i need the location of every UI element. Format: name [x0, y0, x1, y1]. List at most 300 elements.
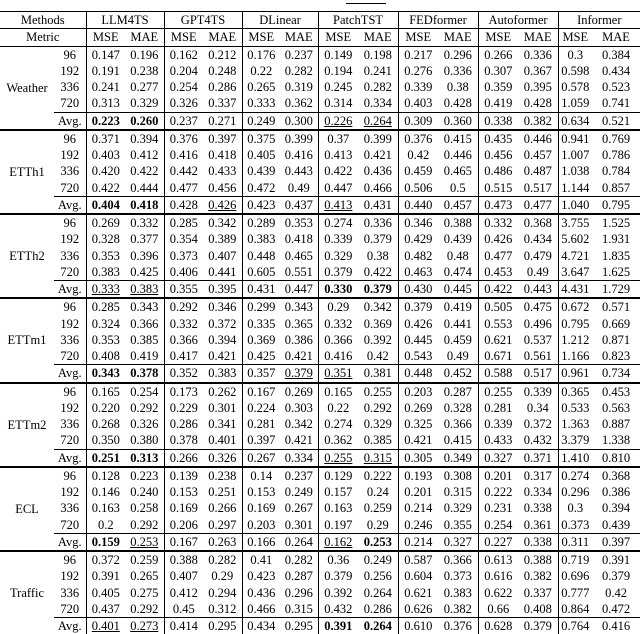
value-cell: 0.332: [125, 214, 164, 231]
value-cell: 0.447: [280, 281, 318, 299]
value-cell: 0.269: [280, 383, 318, 400]
value-cell: 0.359: [478, 79, 518, 95]
value-cell: 0.66: [478, 601, 518, 618]
value-cell: 0.517: [518, 365, 558, 383]
value-cell: 0.466: [358, 180, 398, 197]
value-cell: 0.453: [592, 383, 640, 400]
value-cell: 0.237: [164, 112, 203, 130]
value-cell: 0.220: [86, 400, 125, 416]
value-cell: 0.414: [164, 618, 203, 634]
value-cell: 0.435: [478, 130, 518, 147]
table-row: [0, 180, 640, 197]
value-cell: 0.296: [280, 585, 318, 601]
value-cell: 0.443: [518, 281, 558, 299]
value-cell: 0.428: [164, 196, 203, 214]
value-cell: 0.263: [203, 533, 242, 551]
value-cell: 0.864: [558, 601, 592, 618]
value-cell: 0.341: [203, 416, 242, 432]
value-cell: 0.274: [318, 416, 358, 432]
horizon-cell: 96: [54, 130, 86, 147]
value-cell: 0.372: [518, 416, 558, 432]
horizon-cell: Avg.: [54, 196, 86, 214]
value-cell: 0.506: [398, 180, 438, 197]
value-cell: 1.931: [592, 231, 640, 247]
table-row: [0, 585, 640, 601]
table-row: [0, 416, 640, 432]
mae-header: MAE: [358, 29, 398, 46]
value-cell: 0.412: [164, 585, 203, 601]
value-cell: 0.285: [164, 214, 203, 231]
value-cell: 0.289: [242, 214, 280, 231]
value-cell: 0.475: [518, 298, 558, 315]
value-cell: 0.426: [478, 231, 518, 247]
value-cell: 0.262: [203, 383, 242, 400]
value-cell: 0.376: [398, 130, 438, 147]
value-cell: 0.436: [242, 585, 280, 601]
value-cell: 0.286: [203, 79, 242, 95]
value-cell: 0.329: [358, 416, 398, 432]
value-cell: 0.459: [398, 163, 438, 179]
value-cell: 0.441: [438, 316, 478, 332]
value-cell: 0.162: [318, 533, 358, 551]
value-cell: 1.040: [558, 196, 592, 214]
table-row: [0, 214, 640, 231]
value-cell: 0.265: [242, 79, 280, 95]
value-cell: 0.203: [398, 383, 438, 400]
value-cell: 0.338: [518, 500, 558, 516]
value-cell: 0.434: [518, 231, 558, 247]
value-cell: 0.379: [318, 264, 358, 281]
value-cell: 0.426: [398, 316, 438, 332]
value-cell: 0.472: [242, 180, 280, 197]
value-cell: 0.422: [318, 163, 358, 179]
value-cell: 0.621: [478, 332, 518, 348]
value-cell: 0.329: [438, 500, 478, 516]
value-cell: 0.421: [280, 432, 318, 449]
value-cell: 0.419: [478, 95, 518, 112]
value-cell: 0.313: [125, 449, 164, 467]
value-cell: 0.422: [125, 163, 164, 179]
value-cell: 0.355: [164, 281, 203, 299]
value-cell: 0.238: [125, 63, 164, 79]
value-cell: 0.38: [358, 248, 398, 264]
value-cell: 0.719: [558, 551, 592, 568]
value-cell: 0.282: [280, 551, 318, 568]
value-cell: 0.198: [358, 46, 398, 63]
value-cell: 0.823: [592, 348, 640, 365]
table-row: [0, 400, 640, 416]
value-cell: 0.139: [164, 467, 203, 484]
horizon-cell: Avg.: [54, 112, 86, 130]
value-cell: 0.305: [398, 449, 438, 467]
value-cell: 0.324: [86, 316, 125, 332]
value-cell: 0.251: [203, 484, 242, 500]
value-cell: 0.159: [86, 533, 125, 551]
value-cell: 0.405: [86, 585, 125, 601]
mae-header: MAE: [125, 29, 164, 46]
dataset-label: ECL: [0, 467, 54, 551]
value-cell: 0.295: [203, 618, 242, 634]
value-cell: 0.403: [86, 147, 125, 163]
value-cell: 1.038: [558, 163, 592, 179]
value-cell: 0.473: [478, 196, 518, 214]
value-cell: 0.734: [592, 365, 640, 383]
value-cell: 0.266: [203, 500, 242, 516]
value-cell: 0.421: [203, 348, 242, 365]
value-cell: 0.315: [358, 449, 398, 467]
value-cell: 0.941: [558, 130, 592, 147]
value-cell: 0.42: [358, 348, 398, 365]
value-cell: 0.41: [242, 551, 280, 568]
value-cell: 0.222: [358, 467, 398, 484]
value-cell: 0.406: [164, 264, 203, 281]
value-cell: 0.167: [242, 383, 280, 400]
value-cell: 0.382: [518, 568, 558, 584]
value-cell: 0.49: [280, 180, 318, 197]
value-cell: 0.194: [318, 63, 358, 79]
value-cell: 0.444: [125, 180, 164, 197]
value-cell: 0.350: [86, 432, 125, 449]
value-cell: 0.380: [125, 432, 164, 449]
value-cell: 0.196: [125, 46, 164, 63]
value-cell: 0.397: [203, 130, 242, 147]
value-cell: 0.353: [86, 248, 125, 264]
value-cell: 0.669: [592, 316, 640, 332]
value-cell: 0.388: [438, 214, 478, 231]
value-cell: 0.366: [125, 316, 164, 332]
value-cell: 0.271: [203, 112, 242, 130]
value-cell: 0.452: [438, 365, 478, 383]
value-cell: 0.367: [518, 63, 558, 79]
value-cell: 0.365: [280, 316, 318, 332]
value-cell: 0.147: [86, 46, 125, 63]
methods-label: Methods: [0, 12, 86, 29]
value-cell: 0.379: [358, 231, 398, 247]
value-cell: 0.384: [592, 46, 640, 63]
value-cell: 0.157: [318, 484, 358, 500]
value-cell: 0.249: [280, 484, 318, 500]
metric-row: [0, 29, 640, 46]
value-cell: 0.241: [358, 63, 398, 79]
value-cell: 0.397: [592, 533, 640, 551]
horizon-cell: 192: [54, 316, 86, 332]
value-cell: 0.453: [478, 264, 518, 281]
value-cell: 0.403: [398, 95, 438, 112]
model-header-autoformer: Autoformer: [478, 12, 558, 29]
value-cell: 0.420: [86, 163, 125, 179]
results-table: [0, 11, 640, 634]
value-cell: 0.254: [164, 79, 203, 95]
value-cell: 0.382: [518, 112, 558, 130]
value-cell: 0.515: [478, 180, 518, 197]
value-cell: 0.346: [203, 298, 242, 315]
value-cell: 0.282: [203, 551, 242, 568]
value-cell: 0.282: [358, 79, 398, 95]
value-cell: 0.426: [203, 196, 242, 214]
value-cell: 0.3: [558, 500, 592, 516]
value-cell: 0.343: [125, 298, 164, 315]
value-cell: 0.588: [478, 365, 518, 383]
value-cell: 0.285: [86, 298, 125, 315]
value-cell: 0.346: [398, 214, 438, 231]
value-cell: 0.389: [203, 231, 242, 247]
value-cell: 0.563: [592, 400, 640, 416]
value-cell: 0.425: [242, 348, 280, 365]
value-cell: 0.173: [164, 383, 203, 400]
value-cell: 0.419: [125, 348, 164, 365]
value-cell: 0.312: [203, 601, 242, 618]
value-cell: 0.336: [358, 214, 398, 231]
table-row: [0, 383, 640, 400]
value-cell: 0.255: [478, 383, 518, 400]
value-cell: 0.533: [558, 400, 592, 416]
value-cell: 0.961: [558, 365, 592, 383]
value-cell: 0.315: [438, 484, 478, 500]
table-row: [0, 63, 640, 79]
value-cell: 0.442: [164, 163, 203, 179]
value-cell: 0.333: [86, 281, 125, 299]
value-cell: 0.385: [358, 432, 398, 449]
value-cell: 0.372: [86, 551, 125, 568]
value-cell: 0.457: [438, 196, 478, 214]
value-cell: 0.3: [558, 46, 592, 63]
value-cell: 0.286: [358, 601, 398, 618]
value-cell: 0.339: [478, 416, 518, 432]
value-cell: 0.229: [164, 400, 203, 416]
value-cell: 0.342: [358, 298, 398, 315]
caption-underline: [346, 0, 386, 4]
horizon-cell: 96: [54, 551, 86, 568]
value-cell: 0.165: [318, 383, 358, 400]
value-cell: 0.36: [318, 551, 358, 568]
value-cell: 0.328: [86, 231, 125, 247]
value-cell: 0.457: [518, 147, 558, 163]
value-cell: 0.395: [203, 281, 242, 299]
value-cell: 0.245: [318, 79, 358, 95]
value-cell: 0.429: [398, 231, 438, 247]
value-cell: 0.368: [518, 214, 558, 231]
value-cell: 0.14: [242, 467, 280, 484]
value-cell: 0.571: [592, 298, 640, 315]
value-cell: 0.421: [358, 147, 398, 163]
value-cell: 0.428: [518, 95, 558, 112]
value-cell: 0.48: [438, 248, 478, 264]
value-cell: 0.434: [242, 618, 280, 634]
value-cell: 0.769: [592, 130, 640, 147]
value-cell: 0.477: [164, 180, 203, 197]
header-row: [0, 12, 640, 29]
value-cell: 0.212: [203, 46, 242, 63]
table-row: [0, 281, 640, 299]
value-cell: 0.217: [398, 46, 438, 63]
value-cell: 0.334: [518, 484, 558, 500]
value-cell: 0.352: [164, 365, 203, 383]
value-cell: 0.376: [164, 130, 203, 147]
value-cell: 0.287: [438, 383, 478, 400]
value-cell: 0.394: [203, 332, 242, 348]
value-cell: 0.396: [125, 248, 164, 264]
caption-remnant: [0, 0, 640, 10]
value-cell: 4.431: [558, 281, 592, 299]
metric-label: Metric: [0, 29, 86, 46]
value-cell: 0.386: [280, 332, 318, 348]
table-row: [0, 365, 640, 383]
value-cell: 0.319: [280, 79, 318, 95]
value-cell: 0.241: [86, 79, 125, 95]
model-header-fedformer: FEDformer: [398, 12, 478, 29]
value-cell: 0.421: [280, 348, 318, 365]
value-cell: 0.741: [592, 95, 640, 112]
table-row: [0, 484, 640, 500]
value-cell: 0.434: [592, 63, 640, 79]
value-cell: 0.784: [592, 163, 640, 179]
horizon-cell: 192: [54, 63, 86, 79]
value-cell: 0.169: [242, 500, 280, 516]
value-cell: 0.330: [318, 281, 358, 299]
horizon-cell: 96: [54, 467, 86, 484]
value-cell: 0.418: [203, 147, 242, 163]
value-cell: 0.337: [518, 585, 558, 601]
value-cell: 0.446: [438, 147, 478, 163]
value-cell: 0.416: [280, 147, 318, 163]
value-cell: 0.295: [280, 618, 318, 634]
value-cell: 0.354: [164, 231, 203, 247]
table-row: [0, 196, 640, 214]
value-cell: 0.613: [478, 551, 518, 568]
value-cell: 0.437: [280, 196, 318, 214]
horizon-cell: 336: [54, 163, 86, 179]
value-cell: 1.625: [592, 264, 640, 281]
value-cell: 0.254: [125, 383, 164, 400]
value-cell: 0.418: [125, 196, 164, 214]
value-cell: 0.412: [125, 147, 164, 163]
value-cell: 0.415: [438, 432, 478, 449]
value-cell: 0.391: [318, 618, 358, 634]
value-cell: 0.486: [478, 163, 518, 179]
value-cell: 0.29: [203, 568, 242, 584]
table-row: [0, 568, 640, 584]
horizon-cell: 192: [54, 568, 86, 584]
value-cell: 3.647: [558, 264, 592, 281]
table-row: [0, 95, 640, 112]
value-cell: 0.357: [242, 365, 280, 383]
dataset-label: ETTm1: [0, 298, 54, 382]
horizon-cell: Avg.: [54, 618, 86, 634]
value-cell: 0.392: [358, 332, 398, 348]
horizon-cell: 192: [54, 231, 86, 247]
mae-header: MAE: [518, 29, 558, 46]
value-cell: 0.314: [318, 95, 358, 112]
value-cell: 0.634: [558, 112, 592, 130]
value-cell: 3.379: [558, 432, 592, 449]
horizon-cell: 336: [54, 79, 86, 95]
value-cell: 0.22: [318, 400, 358, 416]
value-cell: 0.496: [518, 316, 558, 332]
value-cell: 0.477: [478, 248, 518, 264]
value-cell: 0.432: [518, 432, 558, 449]
value-cell: 0.382: [438, 601, 478, 618]
value-cell: 0.671: [478, 348, 518, 365]
value-cell: 0.343: [280, 298, 318, 315]
value-cell: 0.362: [318, 432, 358, 449]
value-cell: 0.335: [242, 316, 280, 332]
table-row: [0, 517, 640, 534]
value-cell: 4.721: [558, 248, 592, 264]
value-cell: 0.301: [203, 400, 242, 416]
value-cell: 0.332: [164, 316, 203, 332]
mse-header: MSE: [318, 29, 358, 46]
value-cell: 0.369: [358, 316, 398, 332]
value-cell: 0.2: [86, 517, 125, 534]
value-cell: 0.887: [592, 416, 640, 432]
value-cell: 0.386: [592, 484, 640, 500]
value-cell: 0.672: [558, 298, 592, 315]
value-cell: 0.407: [203, 248, 242, 264]
value-cell: 0.292: [125, 517, 164, 534]
value-cell: 0.265: [125, 568, 164, 584]
value-cell: 0.286: [164, 416, 203, 432]
horizon-cell: Avg.: [54, 533, 86, 551]
value-cell: 0.153: [164, 484, 203, 500]
value-cell: 0.287: [280, 568, 318, 584]
value-cell: 0.333: [242, 95, 280, 112]
value-cell: 0.362: [280, 95, 318, 112]
value-cell: 0.268: [86, 416, 125, 432]
value-cell: 0.425: [125, 264, 164, 281]
table-row: [0, 601, 640, 618]
value-cell: 0.428: [438, 95, 478, 112]
value-cell: 0.553: [478, 316, 518, 332]
value-cell: 0.29: [358, 517, 398, 534]
horizon-cell: 96: [54, 383, 86, 400]
value-cell: 0.361: [518, 517, 558, 534]
value-cell: 0.385: [125, 332, 164, 348]
value-cell: 0.401: [203, 432, 242, 449]
value-cell: 0.383: [242, 231, 280, 247]
value-cell: 0.626: [398, 601, 438, 618]
value-cell: 1.212: [558, 332, 592, 348]
horizon-cell: 192: [54, 400, 86, 416]
mae-header: MAE: [203, 29, 242, 46]
table-row: [0, 500, 640, 516]
value-cell: 0.472: [592, 601, 640, 618]
value-cell: 0.777: [558, 585, 592, 601]
value-cell: 0.479: [518, 248, 558, 264]
value-cell: 0.45: [164, 601, 203, 618]
value-cell: 0.224: [242, 400, 280, 416]
value-cell: 0.351: [318, 365, 358, 383]
horizon-cell: 720: [54, 264, 86, 281]
value-cell: 0.165: [86, 383, 125, 400]
value-cell: 0.326: [125, 416, 164, 432]
value-cell: 0.204: [164, 63, 203, 79]
value-cell: 0.371: [518, 449, 558, 467]
value-cell: 0.296: [558, 484, 592, 500]
value-cell: 0.317: [518, 467, 558, 484]
value-cell: 0.149: [318, 46, 358, 63]
value-cell: 0.391: [592, 551, 640, 568]
value-cell: 0.365: [558, 383, 592, 400]
value-cell: 0.266: [478, 46, 518, 63]
mse-header: MSE: [164, 29, 203, 46]
horizon-cell: 192: [54, 147, 86, 163]
value-cell: 5.602: [558, 231, 592, 247]
value-cell: 0.266: [164, 449, 203, 467]
value-cell: 0.439: [592, 517, 640, 534]
value-cell: 0.203: [242, 517, 280, 534]
value-cell: 0.395: [518, 79, 558, 95]
value-cell: 0.338: [478, 112, 518, 130]
